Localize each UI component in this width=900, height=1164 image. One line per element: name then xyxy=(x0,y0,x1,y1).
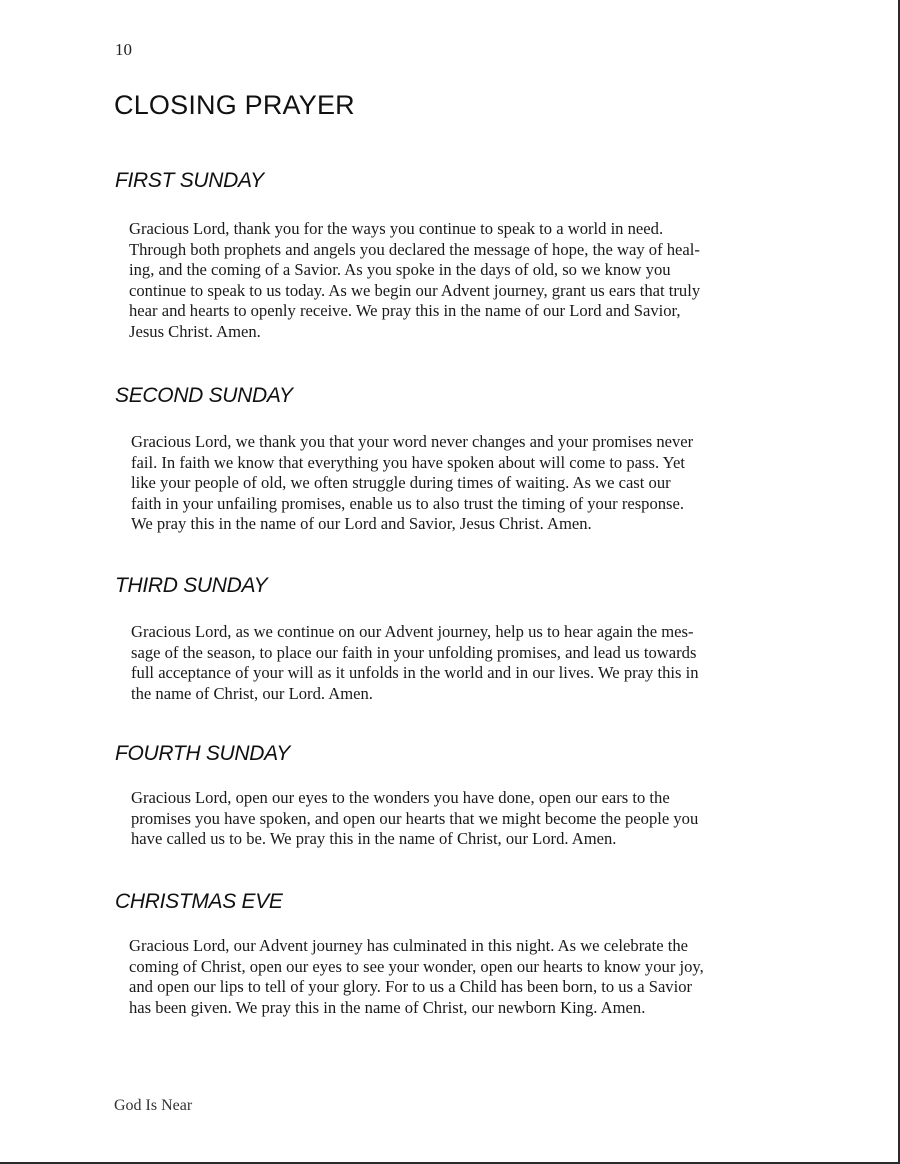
prayer-line: We pray this in the name of our Lord and Savior, Jesus Christ. Amen. xyxy=(131,514,592,533)
prayer-line: fail. In faith we know that everything you have spoken about will come to pass. Yet xyxy=(131,452,685,472)
prayer-line: Jesus Christ. Amen. xyxy=(129,321,261,341)
prayer-line: and open our lips to tell of your glory. For to us a Child has been born, to us a Savior xyxy=(129,977,693,996)
prayer-line: coming of Christ, open our eyes to see your wonder, open our hearts to know your joy, xyxy=(129,956,704,976)
page-title: CLOSING PRAYER xyxy=(114,90,355,120)
prayer-text xyxy=(131,432,791,535)
prayer-line: sage of the season, to place our faith in your unfolding promises, and lead us towards xyxy=(131,642,697,662)
page-number: 10 xyxy=(115,40,132,59)
prayer-line: Gracious Lord, we thank you that your word never changes and your promises never xyxy=(131,432,694,451)
prayer-line: Gracious Lord, our Advent journey has culminated in this night. As we celebrate the xyxy=(129,936,688,955)
prayer-text xyxy=(129,219,789,342)
section-heading: FIRST SUNDAY xyxy=(115,169,264,192)
prayer-line: Gracious Lord, as we continue on our Advent journey, help us to hear again the mes- xyxy=(131,622,694,641)
prayer-line: faith in your unfailing promises, enable us to also trust the timing of your response. xyxy=(131,493,685,513)
prayer-line: like your people of old, we often struggle during times of waiting. As we cast our xyxy=(131,473,671,492)
prayer-line: promises you have spoken, and open our hearts that we might become the people you xyxy=(131,808,699,828)
prayer-line: continue to speak to us today. As we begin our Advent journey, grant us ears that truly xyxy=(129,280,701,300)
prayer-line: has been given. We pray this in the name of Christ, our newborn King. Amen. xyxy=(129,997,646,1017)
section-heading: THIRD SUNDAY xyxy=(115,574,268,597)
prayer-line: the name of Christ, our Lord. Amen. xyxy=(131,683,373,703)
prayer-text xyxy=(129,936,789,1018)
prayer-line: Gracious Lord, thank you for the ways you continue to speak to a world in need. xyxy=(129,219,664,238)
prayer-line: Gracious Lord, open our eyes to the wonders you have done, open our ears to the xyxy=(131,788,670,807)
prayer-line: ing, and the coming of a Savior. As you spoke in the days of old, so we know you xyxy=(129,260,671,279)
prayer-text xyxy=(131,788,791,850)
prayer-line: Through both prophets and angels you declared the message of hope, the way of heal- xyxy=(129,239,700,259)
section-heading: FOURTH SUNDAY xyxy=(115,742,291,765)
page-footer: God Is Near xyxy=(114,1097,193,1114)
prayer-text xyxy=(131,622,791,704)
section-heading: CHRISTMAS EVE xyxy=(115,890,283,913)
prayer-line: hear and hearts to openly receive. We pray this in the name of our Lord and Savior, xyxy=(129,301,681,320)
section-heading: SECOND SUNDAY xyxy=(115,384,293,407)
prayer-line: have called us to be. We pray this in the name of Christ, our Lord. Amen. xyxy=(131,829,617,848)
prayer-line: full acceptance of your will as it unfolds in the world and in our lives. We pray this in xyxy=(131,663,699,682)
